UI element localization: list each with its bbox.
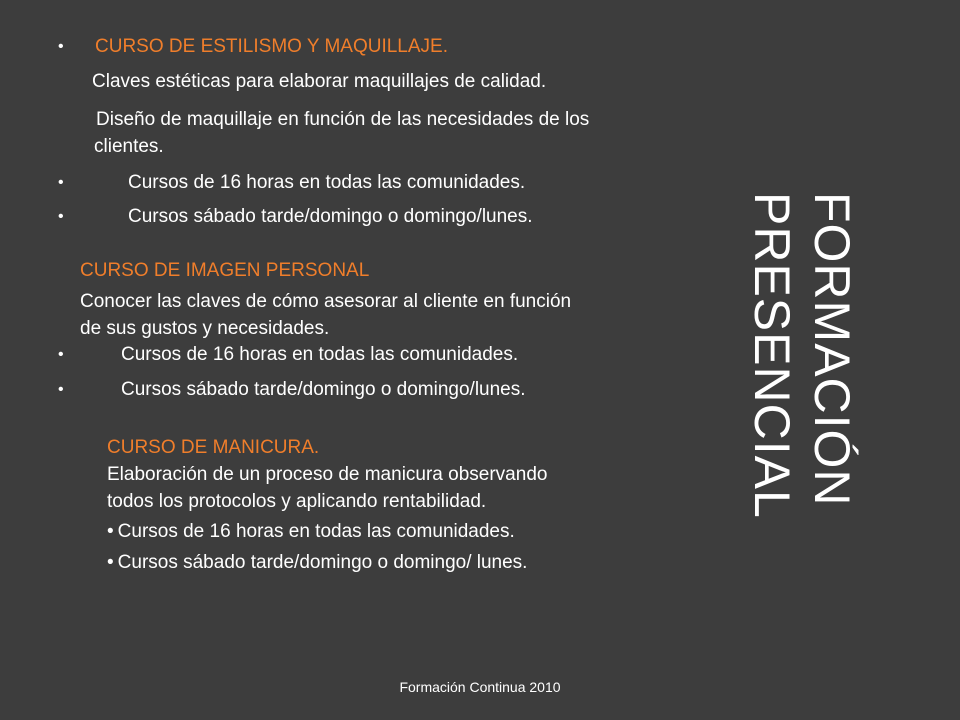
section2-description-cont: de sus gustos y necesidades.	[80, 318, 330, 339]
section1-heading: CURSO DE ESTILISMO Y MAQUILLAJE.	[95, 36, 449, 57]
section2-description: Conocer las claves de cómo asesorar al cliente en función	[80, 291, 572, 312]
section1-bullet-hours: Cursos de 16 horas en todas las comunidades.	[128, 172, 526, 193]
section1-description: Claves estéticas para elaborar maquillajes de calidad.	[92, 71, 547, 92]
bullet-icon: •	[107, 521, 114, 542]
bullet-icon: •	[58, 346, 64, 363]
section1-bullet-schedule: Cursos sábado tarde/domingo o domingo/lunes.	[128, 206, 533, 227]
bullet-icon: •	[58, 174, 64, 191]
bullet-icon: •	[58, 208, 64, 225]
section2-bullet-schedule: Cursos sábado tarde/domingo o domingo/lunes.	[121, 379, 526, 400]
section2-bullet-hours: Cursos de 16 horas en todas las comunidades.	[121, 344, 519, 365]
section3-bullet-hours-text: Cursos de 16 horas en todas las comunidades.	[117, 521, 515, 542]
section3-heading: CURSO DE MANICURA.	[107, 437, 320, 458]
bullet-icon: •	[58, 38, 64, 55]
section3-bullet-schedule	[107, 551, 527, 575]
section3-bullet-hours	[107, 520, 515, 544]
section1-description-2-cont: clientes.	[94, 136, 164, 157]
section3-description: Elaboración de un proceso de manicura observando	[107, 464, 548, 485]
section2-heading: CURSO DE IMAGEN PERSONAL	[80, 260, 370, 281]
bullet-icon: •	[58, 381, 64, 398]
footer-text: Formación Continua 2010	[399, 679, 561, 695]
section1-description-2: Diseño de maquillaje en función de las necesidades de los	[96, 109, 590, 130]
section3-bullet-schedule-text: Cursos sábado tarde/domingo o domingo/ lunes.	[117, 552, 528, 573]
section3-description-cont: todos los protocolos y aplicando rentabilidad.	[107, 491, 487, 512]
bullet-icon: •	[107, 552, 114, 573]
slide-title: FORMACIÓN PRESENCIAL	[744, 192, 860, 519]
